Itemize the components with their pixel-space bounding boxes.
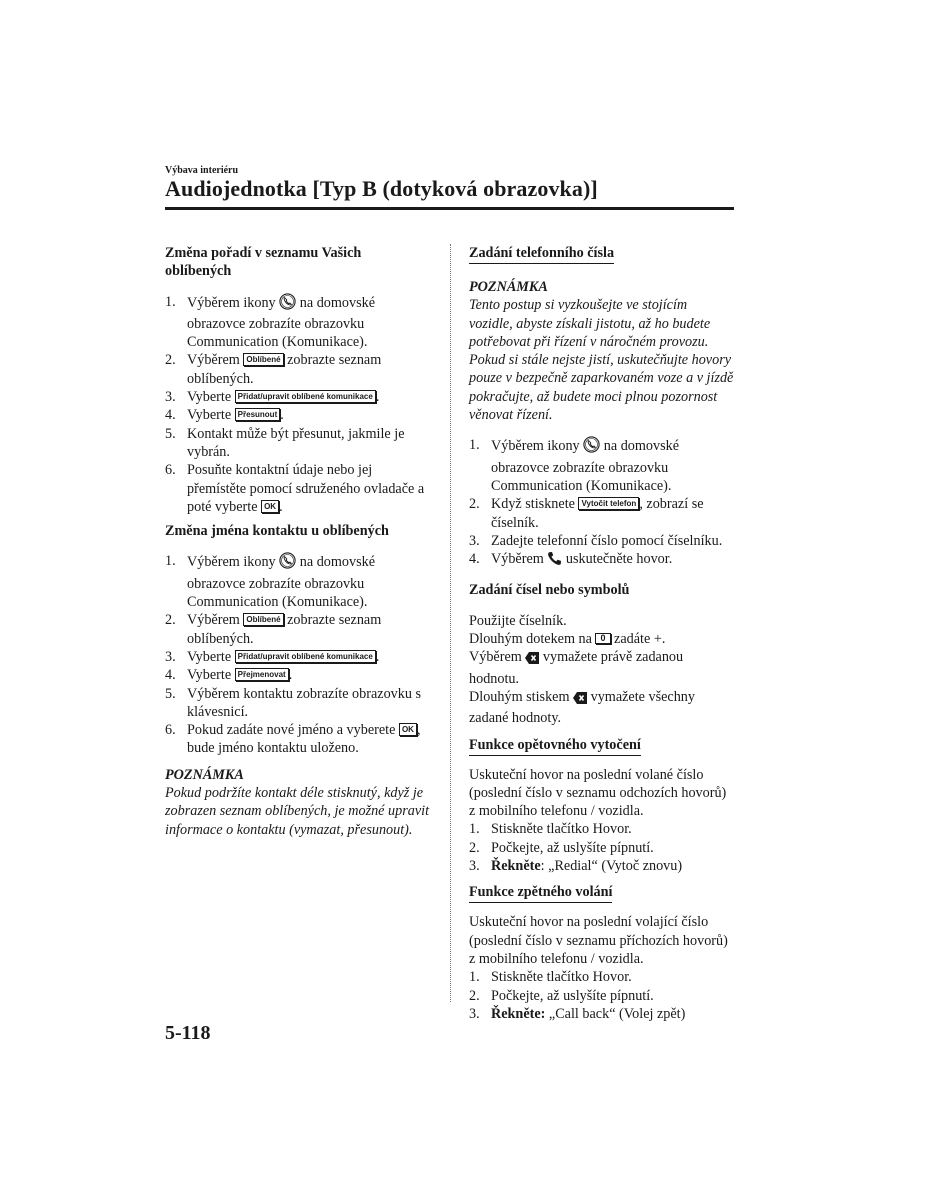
list-item [469,987,734,1005]
list-item [469,550,734,571]
column-divider [450,244,451,1002]
ui-button-label: Oblíbené [243,353,283,366]
step-number: 2. [165,612,176,629]
say-label: Řekněte: [491,1005,546,1022]
note-title: POZNÁMKA [469,279,548,295]
note-text: Pokud podržíte kontakt déle stisknutý, když je zobrazen seznam oblíbených, je možné upravit informace o kontaktu (vymazat, přesunout). [165,785,430,838]
list-item [469,857,734,875]
say-label: Řekněte [491,858,541,875]
phone-steps [469,436,734,571]
step-text: Zadejte telefonní číslo pomocí číselníku. [491,532,723,549]
step-text: Kontakt může být přesunut, jakmile je vybrán. [187,425,405,460]
step-number: 1. [165,293,176,310]
list-item [165,685,430,722]
callback-text: Uskuteční hovor na poslední volající číslo (poslední číslo v seznamu příchozích hovorů) z mobilního telefonu / vozidla. [469,914,728,967]
step-number: 2. [165,352,176,369]
list-item [165,388,430,406]
step-number: 2. [469,496,480,513]
callback-heading: Funkce zpětného volání [469,884,612,903]
step-number: 5. [165,685,176,702]
step-text: Výběrem ikony [187,294,280,311]
redial-steps [469,820,734,857]
step-text: uskutečněte hovor. [562,551,673,568]
step-text: , bude jméno kontaktu uloženo. [187,722,421,757]
step-text: . [375,648,380,665]
step-text: : „Redial“ (Vytoč znovu) [540,858,683,875]
step-number: 6. [165,722,176,739]
step-text: zobrazte seznam oblíbených. [187,612,382,647]
step-number: 4. [469,551,480,568]
step-text: Stiskněte tlačítko Hovor. [491,821,632,838]
redial-heading: Funkce opětovného vytočení [469,737,641,756]
redial-text: Uskuteční hovor na poslední volané číslo (poslední číslo v seznamu odchozích hovorů) z mobilního telefonu / vozidla. [469,766,727,820]
step-number: 3. [165,648,176,665]
reorder-heading: Změna pořadí v seznamu Vašich oblíbených [165,245,362,280]
step-number: 3. [469,532,480,549]
list-item [165,293,430,352]
step-text: Vyberte [187,667,235,684]
step-text: Výběrem ikony [491,438,584,455]
list-item [469,820,734,838]
step-text: na domovské obrazovce zobrazíte obrazovku Communication (Komunikace). [187,554,376,611]
ui-button-label: OK [261,500,279,513]
step-text: . [288,667,293,684]
list-item [469,495,734,532]
symbols-line-text: Dlouhým stiskem [469,688,574,705]
list-item [469,1005,734,1023]
step-text: zobrazte seznam oblíbených. [187,352,382,387]
symbols-line [469,648,734,688]
note-title: POZNÁMKA [165,766,244,783]
step-text: Výběrem kontaktu zobrazíte obrazovku s klávesnicí. [187,685,422,720]
step-text: Vyberte [187,648,235,665]
step-text: Pokud zadáte nové jméno a vyberete [187,722,399,739]
step-text: „Call back“ (Volej zpět) [545,1005,686,1022]
ui-button-label: Přejmenovat [235,668,289,681]
ui-button-label: Přesunout [235,408,281,421]
symbols-line-text: Výběrem [469,649,526,666]
step-text: . [279,498,283,515]
symbols-line-text: Dlouhým dotekem na [469,631,596,648]
step-text: Vyberte [187,389,235,406]
rename-steps [165,552,430,757]
list-item [469,436,734,495]
step-number: 2. [469,987,480,1004]
list-item [165,721,430,758]
backspace-icon [525,651,539,669]
ui-button-label: Vytočit telefon [578,497,639,510]
rename-heading: Změna jména kontaktu u oblíbených [165,523,389,540]
step-number: 3. [469,1005,480,1022]
step-text: Stiskněte tlačítko Hovor. [491,969,632,986]
ui-button-label: OK [399,723,417,736]
list-item [469,532,734,550]
callback-steps [469,968,734,1005]
step-text: Když stisknete [491,496,579,513]
list-item [165,552,430,611]
list-item [165,351,430,388]
step-text: , zobrazí se číselník. [491,496,704,531]
section-label: Výbava interiéru [165,165,239,176]
symbols-line-text: vymažete všechny zadané hodnoty. [469,688,695,727]
step-text: Výběrem ikony [187,554,280,571]
left-column [165,244,430,839]
list-item [469,839,734,857]
list-item [165,461,430,516]
symbols-line-text: vymažete právě zadanou hodnotu. [469,649,684,687]
page-title: Audiojednotka [Typ B (dotyková obrazovka)] [165,176,598,201]
step-number: 1. [469,969,480,986]
step-number: 3. [469,858,480,875]
ui-button-label: Přidat/upravit oblíbené komunikace [235,650,376,663]
list-item [165,611,430,648]
list-item [165,406,430,424]
step-number: 1. [469,821,480,838]
list-item [165,648,430,666]
step-text: Počkejte, až uslyšíte pípnutí. [491,839,654,856]
list-item [165,425,430,462]
step-text: Výběrem [491,551,548,568]
step-number: 1. [469,437,480,454]
ui-button-label: Oblíbené [243,613,283,626]
step-number: 4. [165,667,176,684]
step-text: Výběrem [187,612,244,629]
list-item [165,666,430,684]
redial-step-3 [469,857,734,875]
note-text: Tento postup si vyzkoušejte ve stojícím vozidle, abyste získali jistotu, až ho budete potřebovat při řízení v náročném provozu. Pokud si stále nejste jistí, uskutečňujte hovory pouze v bezpečně zaparkovaném voze a v jízdě pokračujte, až budete moci plnou pozornost věnovat řízení. [469,297,734,424]
symbols-line: Použijte číselník. [469,612,567,629]
list-item [469,968,734,986]
right-column [469,244,734,1029]
step-text: Počkejte, až uslyšíte pípnutí. [491,987,654,1004]
phone-circle-icon [279,293,296,315]
step-text: . [280,407,284,424]
step-number: 6. [165,462,176,479]
symbols-line-text: zadáte +. [610,631,666,648]
step-number: 5. [165,425,176,442]
step-text: . [375,389,380,406]
phone-heading: Zadání telefonního čísla [469,245,614,264]
step-number: 1. [165,553,176,570]
title-rule [165,207,734,210]
callback-step-3 [469,1005,734,1023]
symbols-line [469,688,734,728]
symbols-line [469,630,734,648]
backspace-icon [573,691,587,709]
handset-icon [547,551,562,571]
symbols-heading: Zadání čísel nebo symbolů [469,582,630,599]
step-text: Posuňte kontaktní údaje nebo jej přemístěte pomocí sdruženého ovladače a poté vyberte [187,462,425,515]
phone-circle-icon [279,552,296,574]
ui-button-label: Přidat/upravit oblíbené komunikace [235,390,376,403]
step-number: 2. [469,839,480,856]
phone-circle-icon [583,436,600,458]
step-text: na domovské obrazovce zobrazíte obrazovku Communication (Komunikace). [491,438,680,494]
step-text: na domovské obrazovce zobrazíte obrazovku Communication (Komunikace). [187,294,376,351]
step-number: 4. [165,407,176,424]
step-text: Výběrem [187,352,244,369]
step-text: Vyberte [187,407,235,424]
page-number: 5-118 [165,1022,211,1044]
step-number: 3. [165,389,176,406]
reorder-steps [165,293,430,517]
zero-key: 0 [595,633,610,644]
